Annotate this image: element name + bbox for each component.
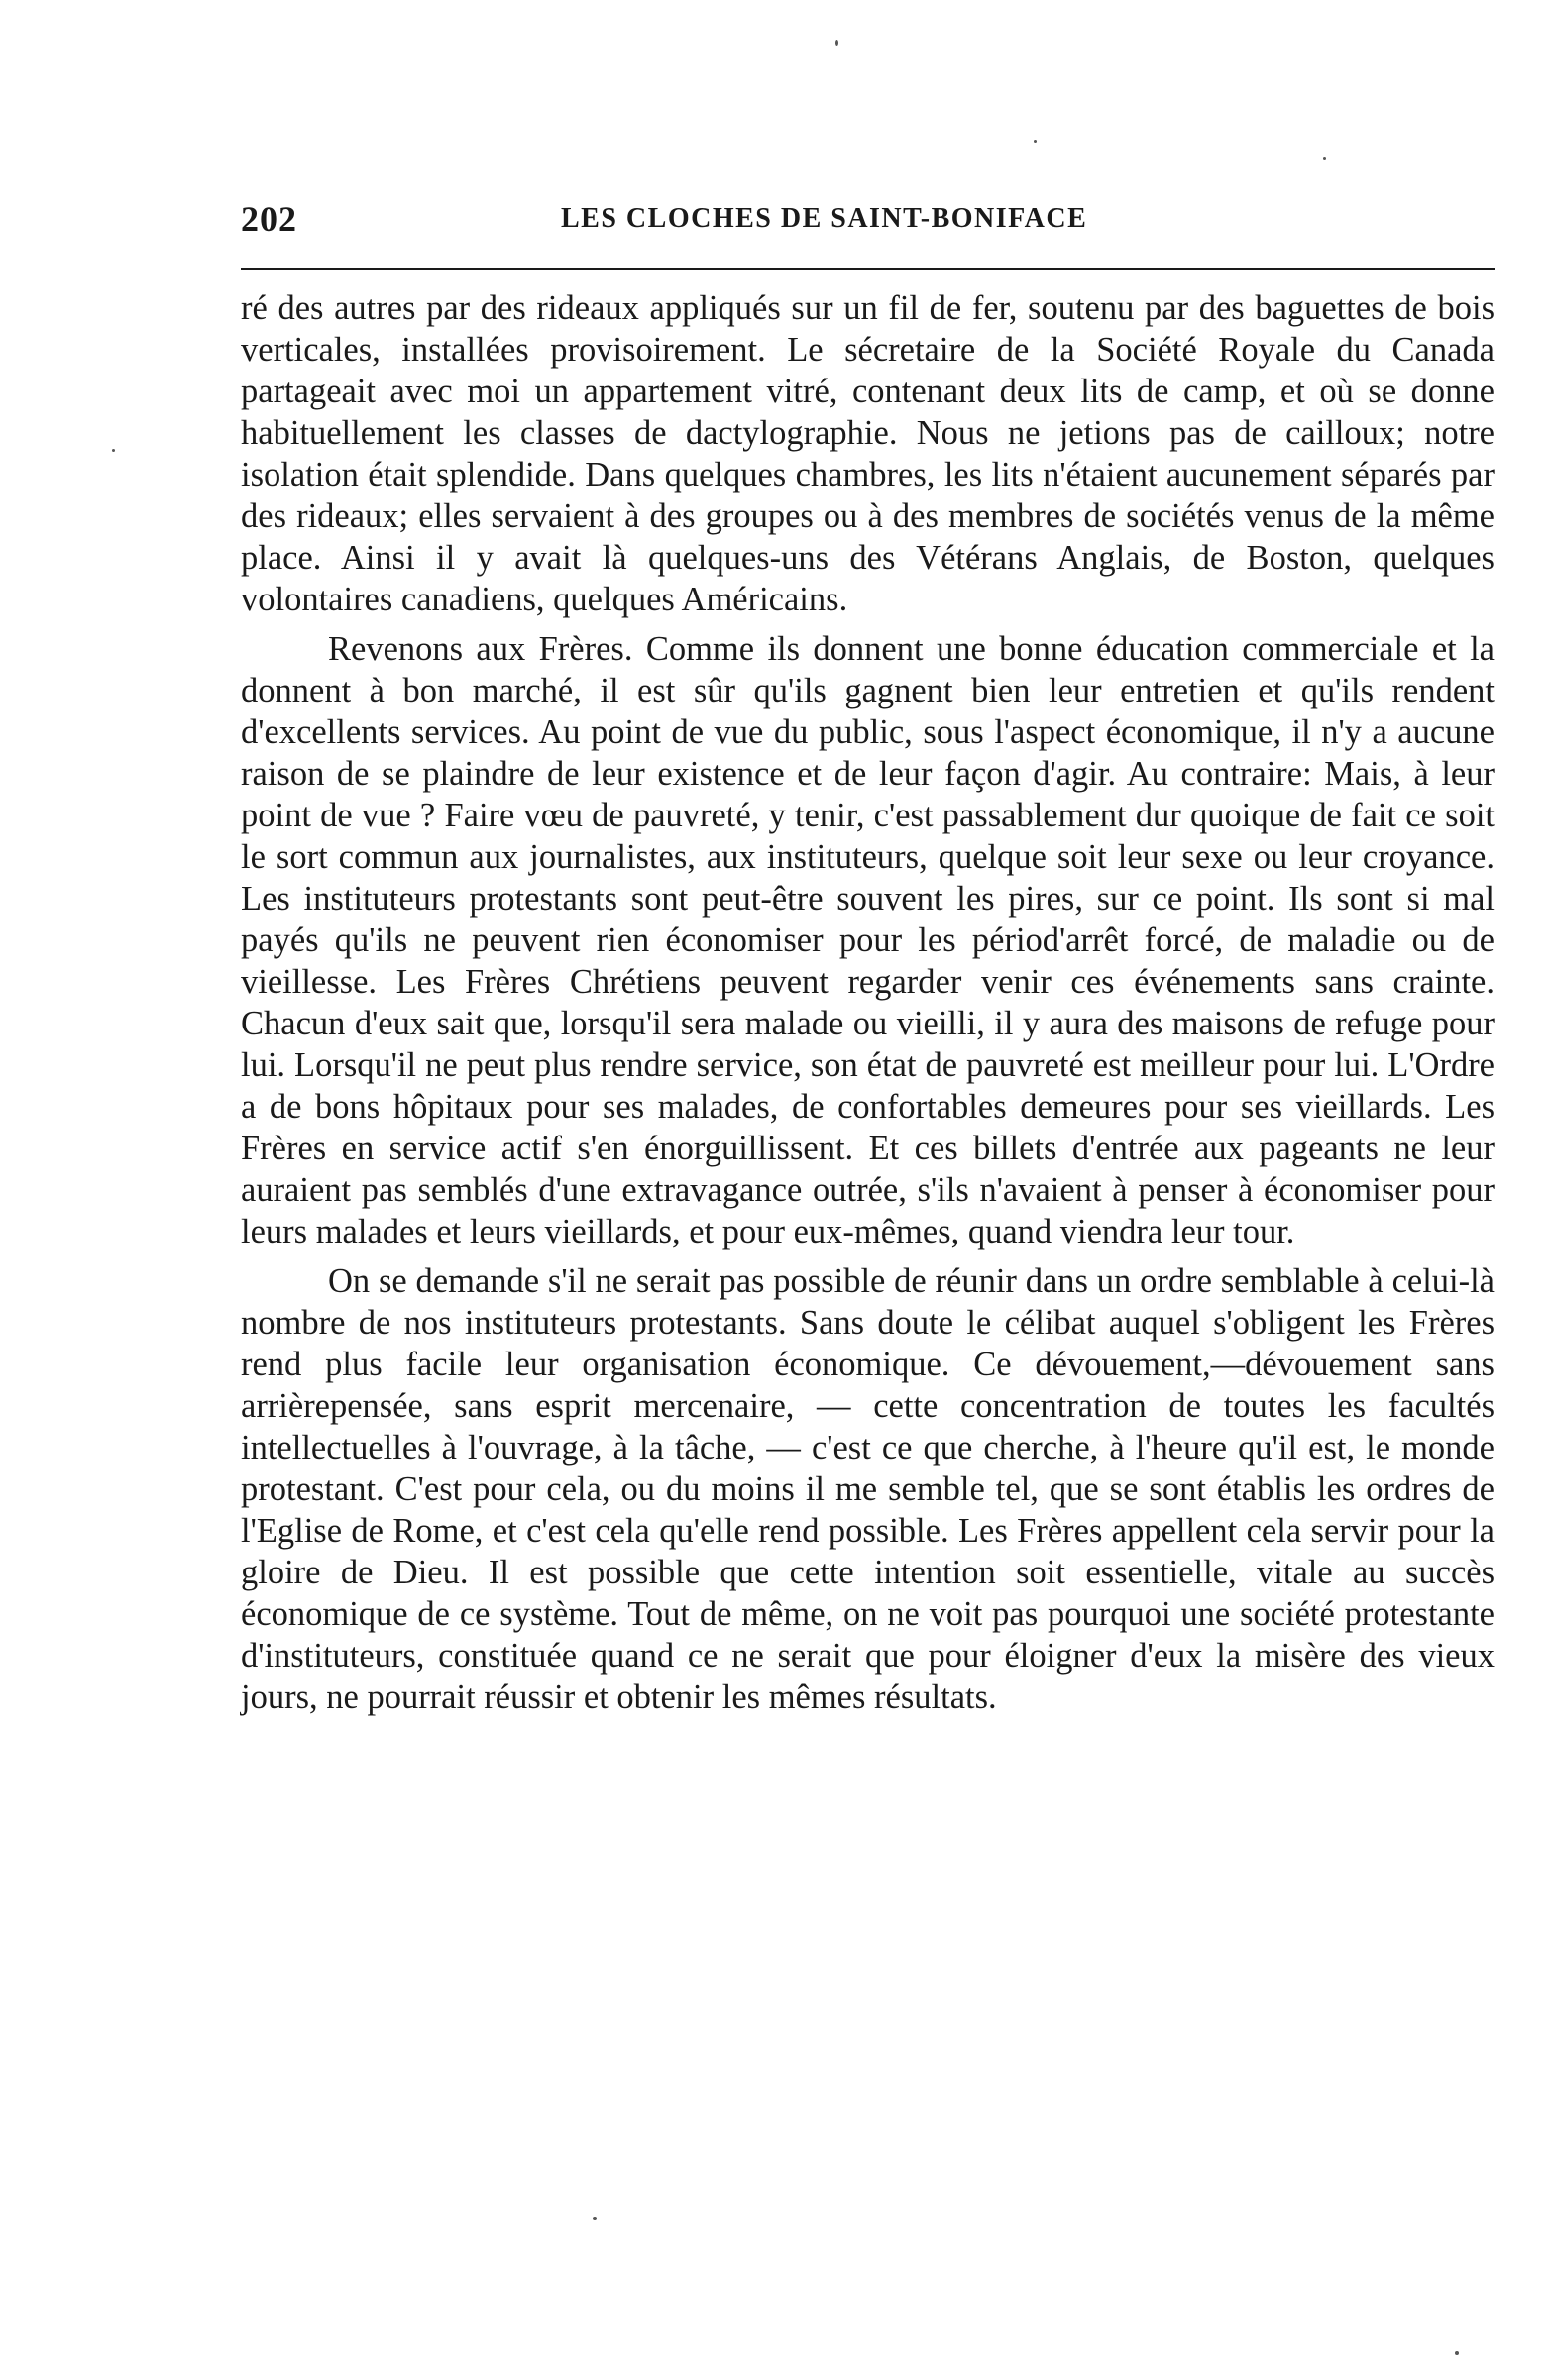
- scan-speck: [1323, 157, 1326, 160]
- running-title: LES CLOCHES DE SAINT-BONIFACE: [561, 203, 1088, 234]
- scan-speck: [1034, 140, 1037, 143]
- scan-speck: [593, 2217, 597, 2220]
- scan-speck: [112, 449, 115, 452]
- scan-speck: [1455, 2351, 1459, 2355]
- paragraph-1: ré des autres par des rideaux appliqués sur un fil de fer, soutenu par des baguettes de bois verticales, installées provisoirement. Le sécretaire de la Société Royale du Canada partageait avec moi un appartement vitré, contenant deux lits de camp, et où se donne habituellement les classes de dactylographie. Nous ne jetions pas de cailloux; notre isolation était splendide. Dans quelques chambres, les lits n'étaient aucunement séparés par des rideaux; elles servaient à des groupes ou à des membres de sociétés venus de la même place. Ainsi il y avait là quelques-uns des Vétérans Anglais, de Boston, quelques volontaires canadiens, quelques Américains.: [241, 289, 1495, 618]
- body-text: [241, 287, 1495, 1718]
- header-rule: [241, 268, 1495, 270]
- scan-speck: [835, 40, 838, 46]
- page-header: [241, 198, 1495, 246]
- paragraph-3: On se demande s'il ne serait pas possible de réunir dans un ordre semblable à celui-là nombre de nos instituteurs protestants. Sans doute le célibat auquel s'obligent les Frères rend plus facile leur organisation économique. Ce dévouement,—dévouement sans arrièrepensée, sans esprit mercenaire, — cette concentration de toutes les facultés intellectuelles à l'ouvrage, à la tâche, — c'est ce que cherche, à l'heure qu'il est, le monde protestant. C'est pour cela, ou du moins il me semble tel, que se sont établis les ordres de l'Eglise de Rome, et c'est cela qu'elle rend possible. Les Frères appellent cela servir pour la gloire de Dieu. Il est possible que cette intention soit essentielle, vitale au succès économique de ce système. Tout de même, on ne voit pas pourquoi une société protestante d'instituteurs, constituée quand ce ne serait que pour éloigner d'eux la misère des vieux jours, ne pourrait réussir et obtenir les mêmes résultats.: [241, 1262, 1495, 1716]
- paragraph-2: Revenons aux Frères. Comme ils donnent une bonne éducation commerciale et la donnent à bon marché, il est sûr qu'ils gagnent bien leur entretien et qu'ils rendent d'excellents services. Au point de vue du public, sous l'aspect économique, il n'y a aucune raison de se plaindre de leur existence et de leur façon d'agir. Au contraire: Mais, à leur point de vue ? Faire vœu de pauvreté, y tenir, c'est passablement dur quoique de fait ce soit le sort commun aux journalistes, aux instituteurs, quelque soit leur sexe ou leur croyance. Les instituteurs protestants sont peut-être souvent les pires, sur ce point. Ils sont si mal payés qu'ils ne peuvent rien économiser pour les périod'arrêt forcé, de maladie ou de vieillesse. Les Frères Chrétiens peuvent regarder venir ces événements sans crainte. Chacun d'eux sait que, lorsqu'il sera malade ou vieilli, il y aura des maisons de refuge pour lui. Lorsqu'il ne peut plus rendre service, son état de pauvreté est meilleur pour lui. L'Ordre a de bons hôpitaux pour ses malades, de confortables demeures pour ses vieillards. Les Frères en service actif s'en énorguillissent. Et ces billets d'entrée aux pageants ne leur auraient pas semblés d'une extravagance outrée, s'ils n'avaient à penser à économiser pour leurs malades et leurs vieillards, et pour eux-mêmes, quand viendra leur tour.: [241, 630, 1495, 1250]
- page-number: 202: [241, 199, 297, 239]
